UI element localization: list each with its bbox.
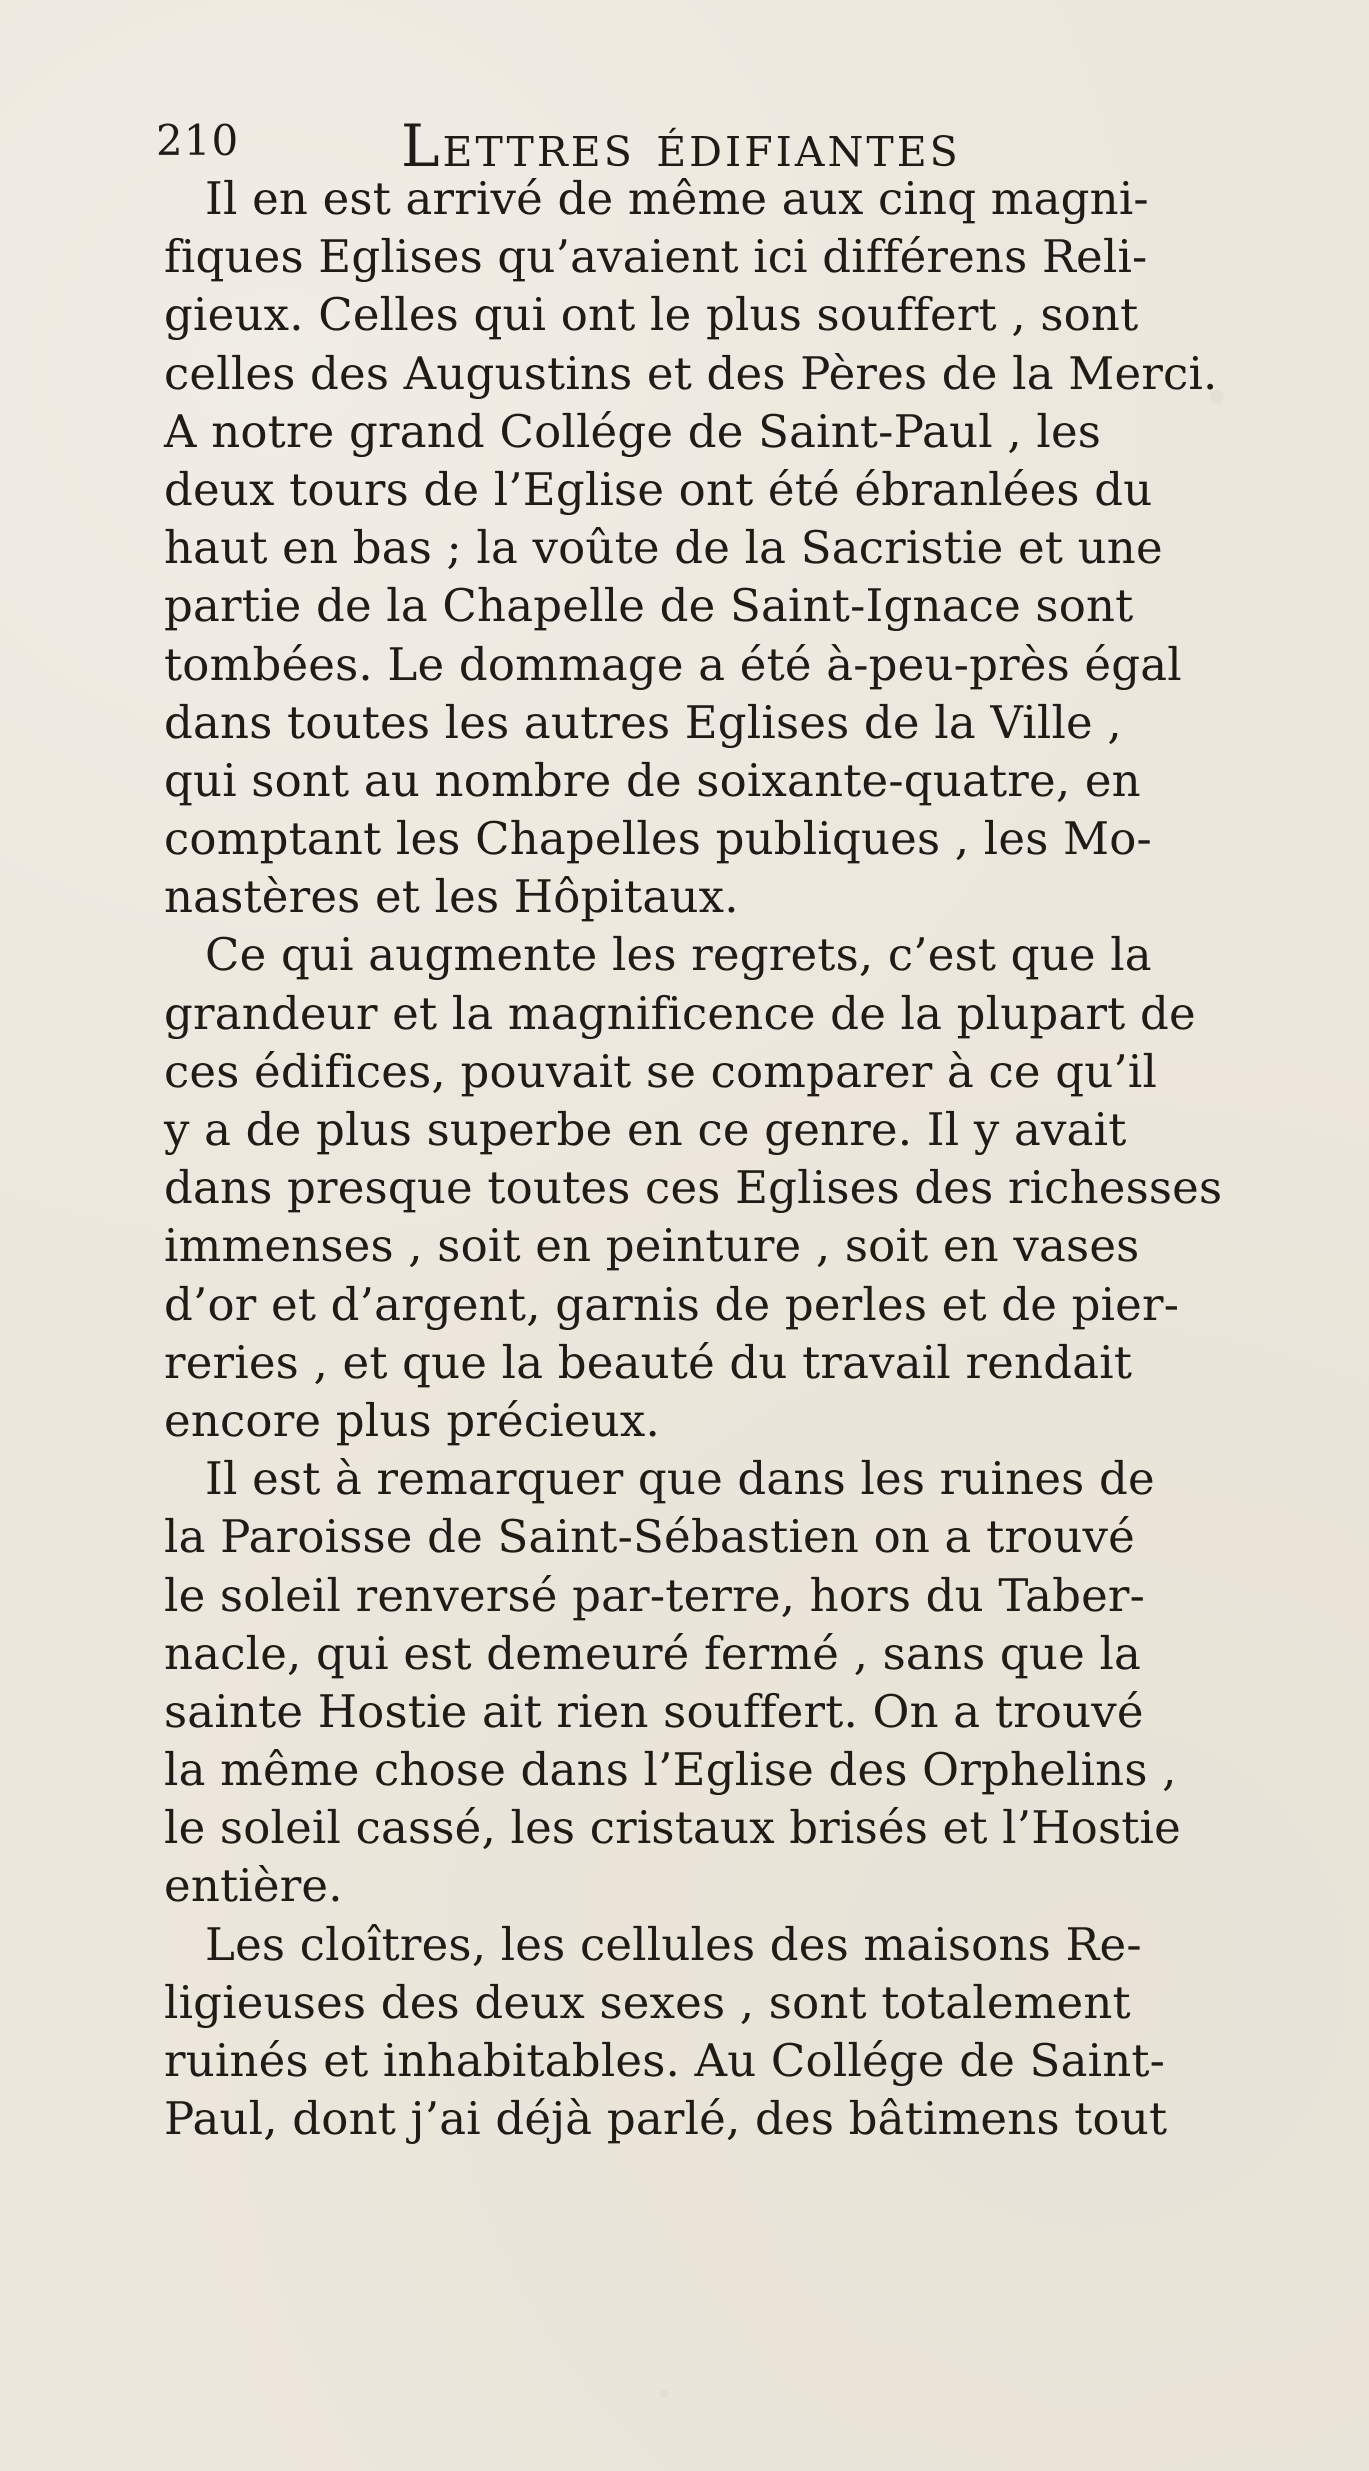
text-line: Les cloîtres, les cellules des maisons Re- [205, 1917, 1142, 1971]
text-line: dans toutes les autres Eglises de la Ville , [164, 695, 1122, 749]
text-line: entière. [164, 1859, 343, 1913]
text-line: Ce qui augmente les regrets, c’est que la [205, 928, 1152, 982]
text-line: comptant les Chapelles publiques , les Mo- [164, 812, 1152, 866]
text-line: Il est à remarquer que dans les ruines de [205, 1452, 1155, 1506]
paper-speck [660, 2390, 668, 2398]
text-line: le soleil renversé par-terre, hors du Taber- [164, 1568, 1146, 1622]
text-line: ces édifices, pouvait se comparer à ce qu’il [164, 1044, 1158, 1098]
text-line: d’or et d’argent, garnis de perles et de pier- [164, 1277, 1180, 1331]
text-line: ruinés et inhabitables. Au Collége de Saint- [164, 2034, 1166, 2087]
text-line: haut en bas ; la voûte de la Sacristie et une [164, 521, 1163, 575]
text-line: dans presque toutes ces Eglises des richesses [164, 1161, 1223, 1215]
text-line: grandeur et la magnificence de la plupart de [164, 986, 1196, 1040]
running-title: Lettres édifiantes [401, 112, 961, 180]
text-line: la même chose dans l’Eglise des Orphelins , [164, 1743, 1177, 1797]
text-line: Il en est arrivé de même aux cinq magni- [205, 172, 1149, 225]
text-line: le soleil cassé, les cristaux brisés et l’Hostie [164, 1801, 1181, 1855]
text-line: celles des Augustins et des Pères de la Merci. [164, 346, 1218, 400]
text-line: reries , et que la beauté du travail rendait [164, 1335, 1133, 1389]
text-line: encore plus précieux. [164, 1393, 660, 1447]
text-line: immenses , soit en peinture , soit en vases [164, 1219, 1140, 1273]
text-line: tombées. Le dommage a été à-peu-près égal [164, 637, 1182, 691]
body-text [164, 170, 1234, 2148]
text-line: ligieuses des deux sexes , sont totalement [164, 1975, 1131, 2029]
text-line: fiques Eglises qu’avaient ici différens Reli- [164, 230, 1148, 284]
text-line: qui sont au nombre de soixante-quatre, en [164, 753, 1141, 807]
text-line: Paul, dont j’ai déjà parlé, des bâtimens tout [164, 2092, 1168, 2146]
text-line: nastères et les Hôpitaux. [164, 870, 739, 924]
text-line: gieux. Celles qui ont le plus souffert , sont [164, 288, 1139, 342]
page-number: 210 [156, 116, 240, 165]
text-line: sainte Hostie ait rien souffert. On a trouvé [164, 1684, 1144, 1738]
text-line: A notre grand Collége de Saint-Paul , les [164, 404, 1102, 458]
text-line: nacle, qui est demeuré fermé , sans que la [164, 1626, 1142, 1680]
text-line: la Paroisse de Saint-Sébastien on a trouvé [164, 1510, 1135, 1564]
text-line: partie de la Chapelle de Saint-Ignace sont [164, 579, 1134, 633]
text-line: deux tours de l’Eglise ont été ébranlées du [164, 462, 1153, 516]
text-line: y a de plus superbe en ce genre. Il y avait [164, 1103, 1127, 1156]
